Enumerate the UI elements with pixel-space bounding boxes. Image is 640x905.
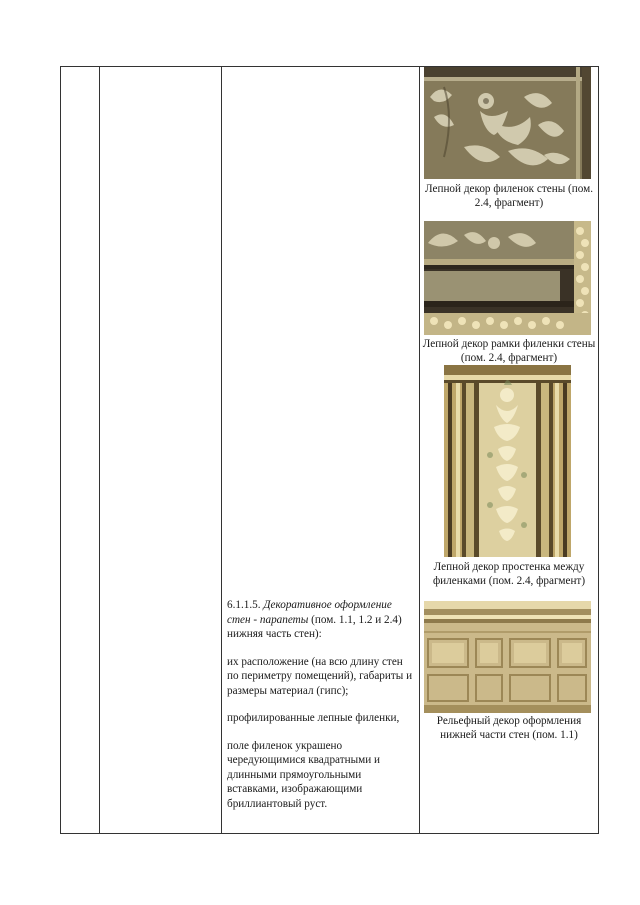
paragraph-rustication: поле филенок украшено чередующимися квадратными и длинными прямоугольными вставками, изображающими бриллиантовый руст. [227, 739, 380, 810]
photo-frame-decor [424, 221, 591, 335]
paragraph-location: их расположение (на всю длину стен по периметру помещений), габариты и размеры материал (гипс); [227, 655, 413, 697]
photo-panel-decor [424, 67, 591, 179]
section-title-rest: (пом. 1.1, 1.2 и 2.4) нижняя часть стен): [227, 613, 402, 640]
photo-caption: Лепной декор рамки филенки стены (пом. 2.4, фрагмент) [422, 338, 596, 364]
description-cell [227, 598, 415, 811]
photo-caption: Рельефный декор оформления нижней части стен (пом. 1.1) [436, 715, 582, 741]
column-divider [99, 67, 100, 833]
photo-parapet-decor [424, 601, 591, 713]
section-heading [227, 598, 415, 642]
column-divider [221, 67, 222, 833]
section-number: 6.1.1.5. [227, 599, 261, 611]
section-title: Декоративное оформление стен - парапеты [227, 599, 392, 626]
photo-pier-decor [444, 365, 571, 557]
photo-caption: Лепной декор простенка между филенками (пом. 2.4, фрагмент) [432, 561, 586, 587]
photo-caption: Лепной декор филенок стены (пом. 2.4, фрагмент) [424, 183, 594, 209]
paragraph-panels: профилированные лепные филенки, [227, 712, 400, 724]
